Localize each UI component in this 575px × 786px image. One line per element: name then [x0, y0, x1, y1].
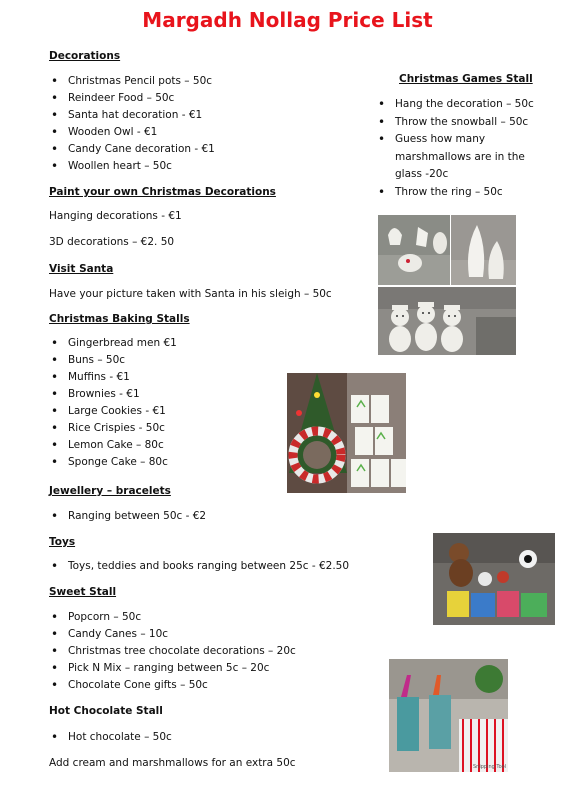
list-item: • Large Cookies - €1	[49, 403, 177, 420]
list-item: • Lemon Cake – 80c	[49, 437, 177, 454]
hot-chocolate-heading: Hot Chocolate Stall	[49, 705, 163, 717]
list-item: • Popcorn – 50c	[49, 609, 296, 626]
list-item: • Christmas tree chocolate decorations – 20c	[49, 643, 296, 660]
santa-line: Have your picture taken with Santa in his sleigh – 50c	[49, 288, 332, 300]
list-item: • Christmas Pencil pots – 50c	[49, 73, 215, 90]
cone-trees-photo	[451, 215, 516, 285]
list-item: • Ranging between 50c - €2	[49, 508, 206, 525]
list-item: • Candy Canes – 10c	[49, 626, 296, 643]
jewellery-heading: Jewellery – bracelets	[49, 485, 171, 497]
list-item: • Reindeer Food – 50c	[49, 90, 215, 107]
list-item: • Buns – 50c	[49, 352, 177, 369]
snipping-tool-watermark: Snipping Tool	[473, 764, 507, 770]
list-item: • Woollen heart – 50c	[49, 158, 215, 175]
snowmen-photo	[378, 287, 516, 355]
toys-photo	[433, 533, 555, 625]
list-item: • Toys, teddies and books ranging between 25c - €2.50	[49, 558, 349, 575]
paint-line-hanging: Hanging decorations - €1	[49, 210, 182, 222]
games-heading: Christmas Games Stall	[399, 73, 533, 85]
list-item: • Chocolate Cone gifts – 50c	[49, 677, 296, 694]
toys-list	[49, 558, 349, 575]
decorations-heading: Decorations	[49, 50, 121, 62]
list-item: • Gingerbread men €1	[49, 335, 177, 352]
page-title: Margadh Nollag Price List	[142, 8, 433, 32]
baking-heading: Christmas Baking Stalls	[49, 313, 190, 325]
list-item: • Sponge Cake – 80c	[49, 454, 177, 471]
pencil-pots-photo	[389, 659, 508, 772]
games-list	[376, 96, 546, 201]
paint-heading: Paint your own Christmas Decorations	[49, 186, 276, 198]
tree-cans-photo	[287, 373, 406, 493]
list-item: • Hang the decoration – 50c	[376, 96, 546, 114]
list-item: • Pick N Mix – ranging between 5c – 20c	[49, 660, 296, 677]
santa-heading: Visit Santa	[49, 263, 114, 275]
paint-line-3d: 3D decorations – €2. 50	[49, 236, 175, 248]
list-item: • Throw the ring – 50c	[376, 184, 546, 202]
hanging-decorations-photo	[378, 215, 450, 285]
list-item: • Candy Cane decoration - €1	[49, 141, 215, 158]
sweets-list	[49, 609, 296, 694]
decorations-list	[49, 73, 215, 175]
list-item: • Santa hat decoration - €1	[49, 107, 215, 124]
list-item: • Rice Crispies - 50c	[49, 420, 177, 437]
jewellery-list	[49, 508, 206, 525]
sweets-heading: Sweet Stall	[49, 586, 117, 598]
hot-chocolate-list	[49, 729, 172, 746]
list-item: • Brownies - €1	[49, 386, 177, 403]
toys-heading: Toys	[49, 536, 76, 548]
hot-chocolate-extra: Add cream and marshmallows for an extra 50c	[49, 757, 296, 769]
baking-list	[49, 335, 177, 471]
list-item: • Hot chocolate – 50c	[49, 729, 172, 746]
list-item: • Muffins - €1	[49, 369, 177, 386]
list-item: • Throw the snowball – 50c	[376, 114, 546, 132]
list-item: • Guess how many marshmallows are in the glass -20c	[376, 131, 546, 184]
list-item: • Wooden Owl - €1	[49, 124, 215, 141]
